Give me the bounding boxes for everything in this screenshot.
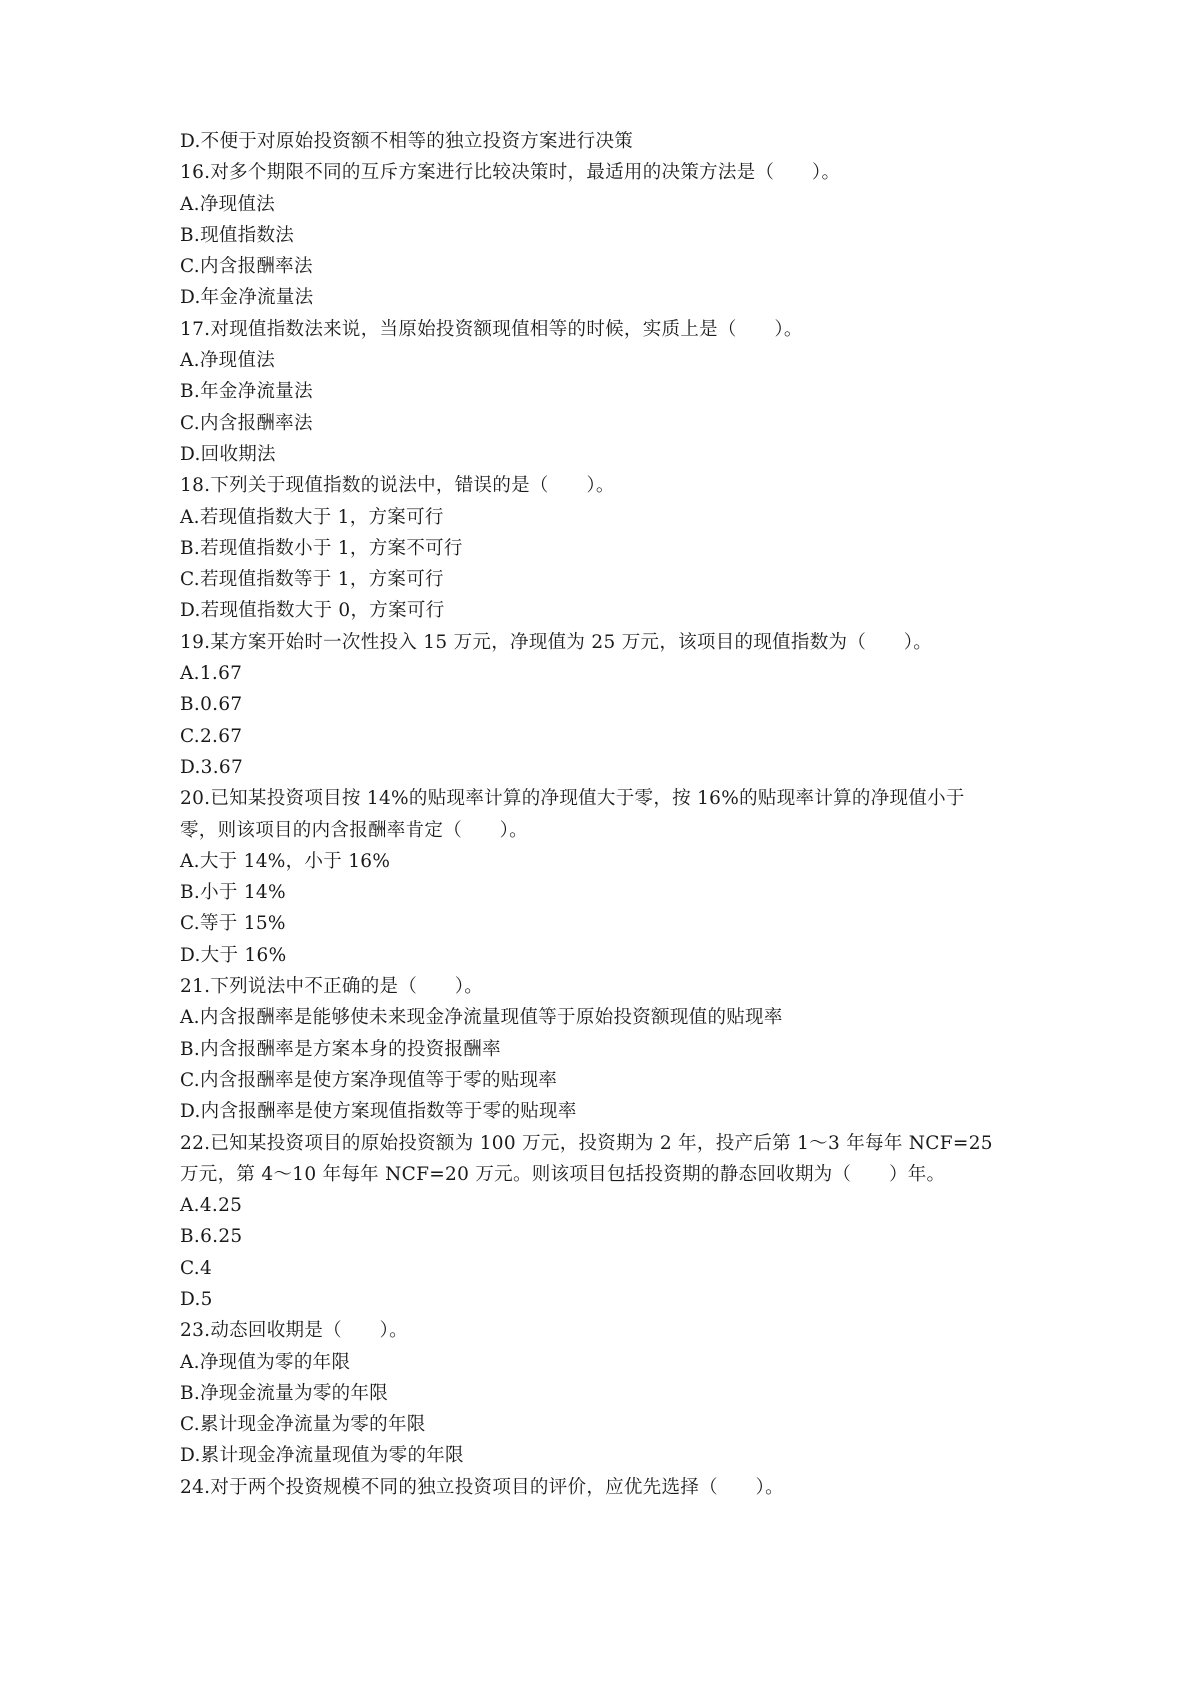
option-a-q20: A.大于 14%，小于 16% [180,850,391,872]
question-16: 16.对多个期限不同的互斥方案进行比较决策时，最适用的决策方法是（ ）。 [180,162,841,184]
option-d-q23: D.累计现金净流量现值为零的年限 [180,1445,464,1467]
option-b-q23: B.净现金流量为零的年限 [180,1382,389,1404]
option-b-q21: B.内含报酬率是方案本身的投资报酬率 [180,1038,501,1060]
document-body [180,126,1030,1503]
option-a-q18: A.若现值指数大于 1，方案可行 [180,506,444,528]
option-c-q20: C.等于 15% [180,913,286,935]
question-20-line-1: 20.已知某投资项目按 14%的贴现率计算的净现值大于零，按 16%的贴现率计算的净现值小于 [180,788,965,810]
option-a-q23: A.净现值为零的年限 [180,1351,351,1373]
question-19: 19.某方案开始时一次性投入 15 万元，净现值为 25 万元，该项目的现值指数为（ ）。 [180,631,933,653]
option-c-q16: C.内含报酬率法 [180,256,313,278]
question-23: 23.动态回收期是（ ）。 [180,1320,408,1342]
question-24: 24.对于两个投资规模不同的独立投资项目的评价，应优先选择（ ）。 [180,1476,784,1498]
option-d-q16: D.年金净流量法 [180,287,314,309]
option-d-q20: D.大于 16% [180,944,287,966]
question-20-line-2: 零，则该项目的内含报酬率肯定（ ）。 [180,819,528,841]
question-21: 21.下列说法中不正确的是（ ）。 [180,976,484,998]
question-22-line-1: 22.已知某投资项目的原始投资额为 100 万元，投资期为 2 年，投产后第 1～3 年每年 NCF=25 [180,1132,993,1154]
question-22-line-2: 万元，第 4～10 年每年 NCF=20 万元。则该项目包括投资期的静态回收期为（ ）年。 [180,1163,946,1185]
option-d-q18: D.若现值指数大于 0，方案可行 [180,600,445,622]
option-d-q17: D.回收期法 [180,443,276,465]
option-c-q21: C.内含报酬率是使方案净现值等于零的贴现率 [180,1069,558,1091]
option-a-q19: A.1.67 [180,663,243,685]
option-a-q22: A.4.25 [180,1195,243,1217]
option-a-q21: A.内含报酬率是能够使未来现金净流量现值等于原始投资额现值的贴现率 [180,1007,783,1029]
option-d-q22: D.5 [180,1288,213,1310]
question-17: 17.对现值指数法来说，当原始投资额现值相等的时候，实质上是（ ）。 [180,318,803,340]
question-18: 18.下列关于现值指数的说法中，错误的是（ ）。 [180,475,615,497]
option-c-q18: C.若现值指数等于 1，方案可行 [180,569,444,591]
option-c-q19: C.2.67 [180,725,243,747]
option-b-q16: B.现值指数法 [180,224,295,246]
option-a-q17: A.净现值法 [180,350,276,372]
option-c-q17: C.内含报酬率法 [180,412,313,434]
option-b-q20: B.小于 14% [180,882,286,904]
option-c-q22: C.4 [180,1257,213,1279]
option-d-q15: D.不便于对原始投资额不相等的独立投资方案进行决策 [180,131,634,152]
option-b-q18: B.若现值指数小于 1，方案不可行 [180,537,463,559]
option-b-q19: B.0.67 [180,694,243,716]
option-d-q19: D.3.67 [180,756,244,778]
option-c-q23: C.累计现金净流量为零的年限 [180,1414,426,1436]
option-b-q22: B.6.25 [180,1226,243,1248]
option-a-q16: A.净现值法 [180,193,276,215]
option-b-q17: B.年金净流量法 [180,381,313,403]
option-d-q21: D.内含报酬率是使方案现值指数等于零的贴现率 [180,1101,577,1123]
